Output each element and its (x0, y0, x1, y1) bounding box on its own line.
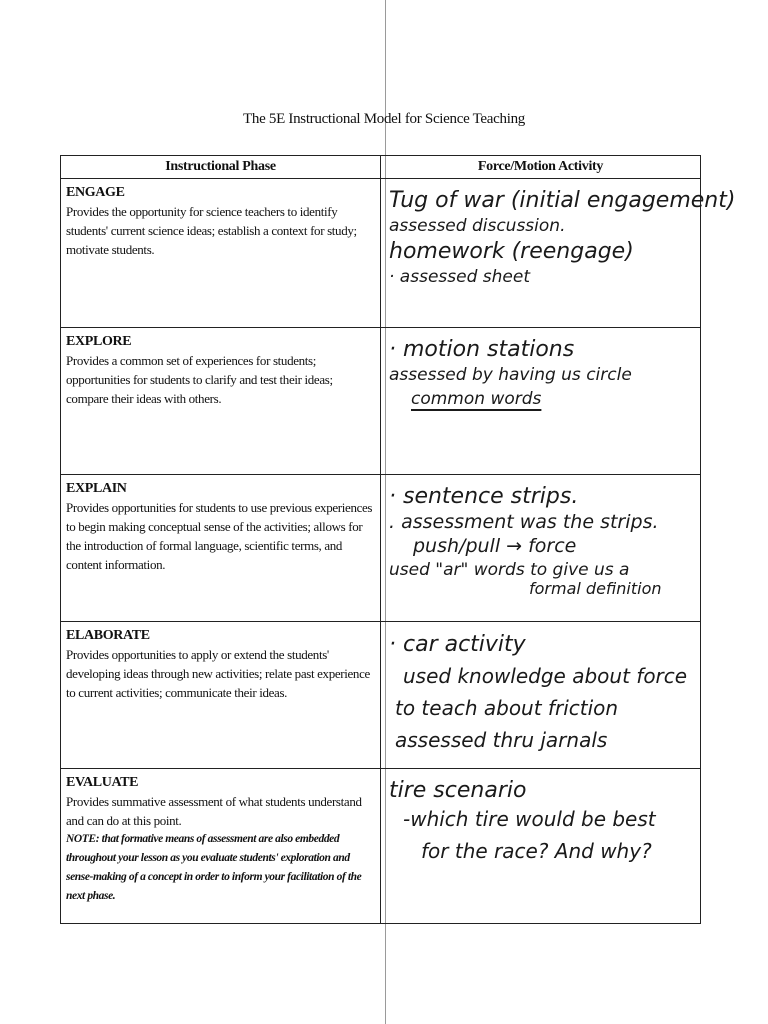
phase-cell-engage (61, 179, 381, 328)
phase-name: EXPLORE (66, 334, 132, 349)
five-e-table (60, 155, 736, 924)
underlined-handwriting: common words (411, 389, 542, 409)
activity-cell-explore (381, 328, 701, 475)
phase-description: Provides opportunities to apply or extend the students' developing ideas through new activities; relate past experience to current activities; communicate their ideas. (66, 647, 370, 700)
handwritten-line: -which tire would be best (403, 807, 656, 831)
header-force-motion-activity: Force/Motion Activity (381, 156, 701, 179)
page-title: The 5E Instructional Model for Science Teaching (243, 111, 525, 127)
activity-cell-elaborate (381, 622, 701, 769)
table-row (61, 769, 701, 924)
handwritten-line: to teach about friction (395, 696, 619, 720)
handwritten-line: push/pull → force (413, 535, 577, 557)
phase-name: EXPLAIN (66, 481, 127, 496)
table-row (61, 179, 701, 328)
handwritten-line: homework (reengage) (389, 239, 634, 264)
header-instructional-phase: Instructional Phase (61, 156, 381, 179)
phase-cell-evaluate (61, 769, 381, 924)
handwritten-line: assessed thru jarnals (395, 728, 608, 752)
phase-name: EVALUATE (66, 775, 139, 790)
phase-description: Provides summative assessment of what students understand and can do at this point. (66, 794, 362, 828)
phase-cell-elaborate (61, 622, 381, 769)
handwritten-line: . assessment was the strips. (389, 511, 659, 533)
handwritten-line: used knowledge about force (403, 664, 688, 688)
handwritten-line: Tug of war (initial engagement) (389, 188, 736, 213)
activity-cell-explain (381, 475, 701, 622)
table-row (61, 475, 701, 622)
handwritten-line: · sentence strips. (389, 484, 579, 509)
table-row (61, 622, 701, 769)
phase-name: ENGAGE (66, 185, 125, 200)
activity-cell-engage (381, 179, 736, 328)
handwritten-line: for the race? And why? (421, 839, 652, 863)
phase-name: ELABORATE (66, 628, 150, 643)
activity-cell-evaluate (381, 769, 701, 924)
phase-description: Provides the opportunity for science teachers to identify students' current science ideas; establish a context for study; motivate students. (66, 204, 357, 257)
phase-description: Provides a common set of experiences for students; opportunities for students to clarify and test their ideas; compare their ideas with others. (66, 353, 333, 406)
phase-description: Provides opportunities for students to use previous experiences to begin making conceptual sense of the activities; allows for the introduction of formal language, scientific terms, and content information. (66, 500, 373, 572)
handwritten-line (389, 387, 696, 411)
handwritten-line: used "ar" words to give us a (389, 560, 630, 580)
handwritten-line: · motion stations (389, 337, 575, 362)
handwritten-line: assessed by having us circle (389, 365, 632, 385)
handwritten-line: formal definition (529, 579, 662, 598)
handwritten-line: · assessed sheet (389, 267, 530, 287)
phase-cell-explain (61, 475, 381, 622)
table-header-row (61, 156, 701, 179)
phase-cell-explore (61, 328, 381, 475)
handwritten-line: · car activity (389, 632, 526, 657)
table-row (61, 328, 701, 475)
phase-note: NOTE: that formative means of assessment are also embedded throughout your lesson as you evaluate students' exploration and sense-making of a concept in order to inform your facilitation of the next phase. (66, 833, 362, 902)
handwritten-line: tire scenario (389, 778, 527, 803)
handwritten-line: assessed discussion. (389, 216, 566, 236)
